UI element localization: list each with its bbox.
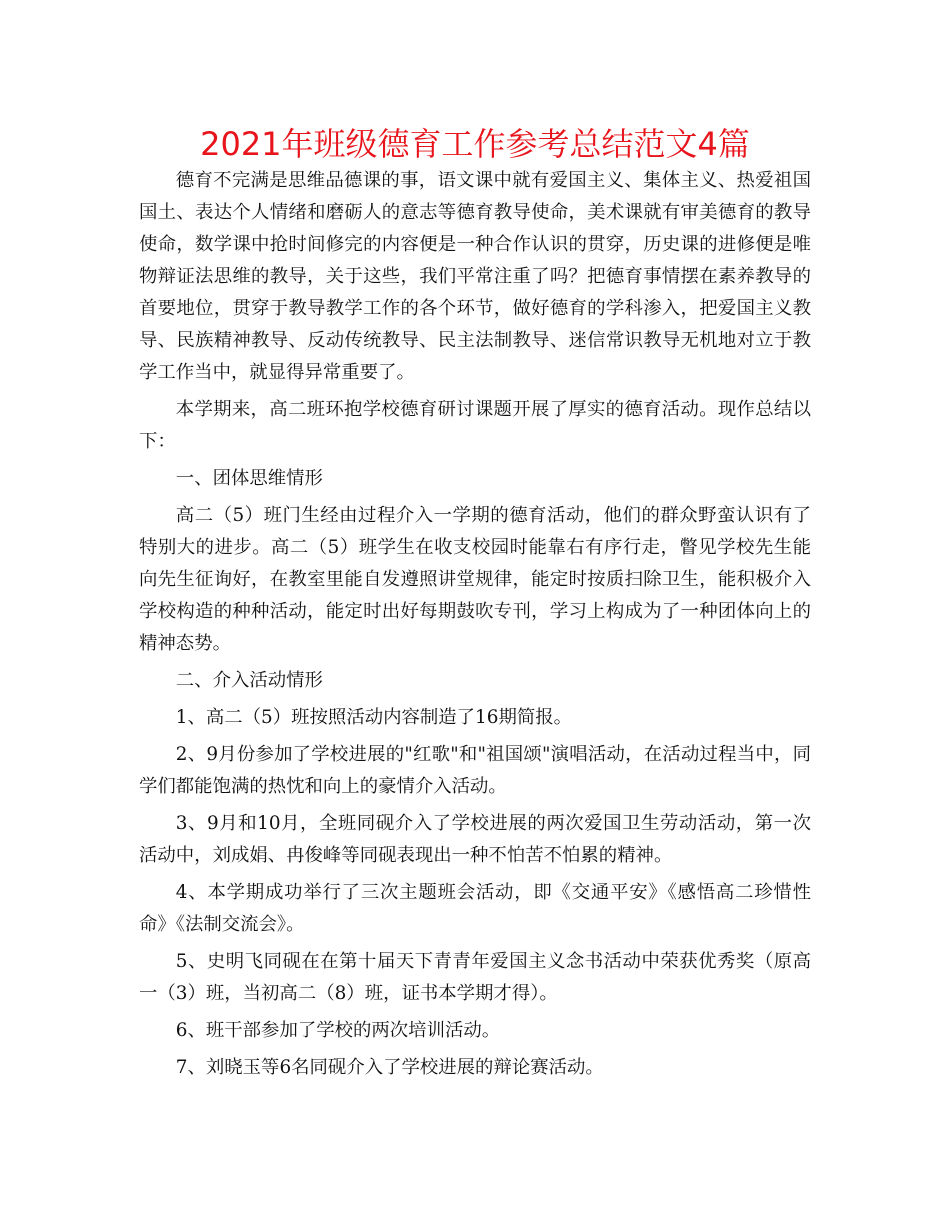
section-heading-activities: 二、介入活动情形 <box>175 670 323 691</box>
document-title: 2021年班级德育工作参考总结范文4篇 <box>200 125 750 163</box>
paragraph-intro: 德育不完满是思维品德课的事，语文课中就有爱国主义、集体主义、热爱祖国国土、表达个人情绪和磨砺人的意志等德育教导使命，美术课就有审美德育的教导使命，数学课中抢时间修完的内容便是一种合作认识的贯穿，历史课的进修便是唯物辩证法思维的教导，关于这些，我们平常注重了吗？把德育事情摆在素养教导的首要地位，贯穿于教导教学工作的各个环节，做好德育的学科渗入，把爱国主义教导、民族精神教导、反动传统教导、民主法制教导、迷信常识教导无机地对立于教学工作当中，就显得异常重要了。 <box>139 170 811 383</box>
document-body <box>139 165 811 1089</box>
paragraph-summary-lead: 本学期来，高二班环抱学校德育研讨课题开展了厚实的德育活动。现作总结以下： <box>139 399 811 452</box>
section-heading-collective-thinking: 一、团体思维情形 <box>175 468 323 489</box>
list-item-activity-7: 7、刘晓玉等6名同砚介入了学校进展的辩论赛活动。 <box>175 1057 604 1078</box>
list-item-activity-4: 4、本学期成功举行了三次主题班会活动，即《交通平安》《感悟高二珍惜性命》《法制交流会》。 <box>139 882 811 935</box>
paragraph-collective-thinking: 高二（5）班门生经由过程介入一学期的德育活动，他们的群众野蛮认识有了特别大的进步。高二（5）班学生在收支校园时能靠右有序行走，瞥见学校先生能向先生征询好，在教室里能自发遵照讲堂规律，能定时按质扫除卫生，能积极介入学校构造的种种活动，能定时出好每期鼓吹专刊，学习上构成为了一种团体向上的精神态势。 <box>139 505 811 654</box>
list-item-activity-5: 5、史明飞同砚在在第十届天下青青年爱国主义念书活动中荣获优秀奖（原高一（3）班，当初高二（8）班，证书本学期才得）。 <box>139 951 811 1004</box>
list-item-activity-1: 1、高二（5）班按照活动内容制造了16期简报。 <box>175 707 573 728</box>
list-item-activity-2: 2、9月份参加了学校进展的"红歌"和"祖国颂"演唱活动，在活动过程当中，同学们都能饱满的热忱和向上的豪情介入活动。 <box>139 744 811 797</box>
list-item-activity-6: 6、班干部参加了学校的两次培训活动。 <box>175 1020 501 1041</box>
list-item-activity-3: 3、9月和10月，全班同砚介入了学校进展的两次爱国卫生劳动活动，第一次活动中，刘成娟、冉俊峰等同砚表现出一种不怕苦不怕累的精神。 <box>139 813 811 866</box>
